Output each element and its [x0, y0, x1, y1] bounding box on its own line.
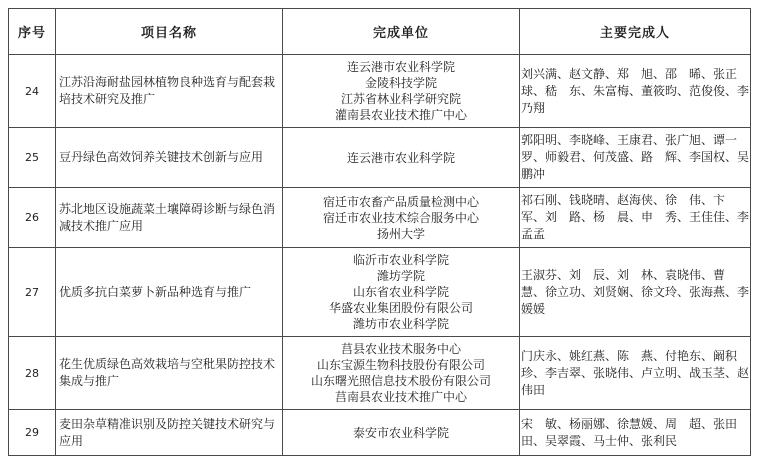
header-main-contributors: 主要完成人: [520, 9, 751, 55]
header-serial-number: 序号: [9, 9, 56, 55]
unit-line: 连云港市农业科学院: [346, 150, 455, 165]
table-row: [9, 248, 751, 337]
unit-line: 灌南县农业技术推广中心: [334, 108, 467, 122]
unit-line: 连云港市农业科学院: [346, 60, 455, 74]
main-contributors: 刘兴满、赵文静、郑 旭、邵 晞、张正球、嵇 东、朱富梅、董筱昀、范俊俊、李乃翔: [520, 55, 751, 128]
project-name: 江苏沿海耐盐园林植物良种选育与配套栽培技术研究及推广: [56, 55, 283, 128]
unit-line: 泰安市农业科学院: [352, 425, 449, 440]
table-row: [9, 55, 751, 128]
row-number: 24: [9, 55, 56, 128]
table-header: [9, 9, 751, 55]
main-contributors: 宋 敏、杨丽娜、徐慧媛、周 超、张田田、吴翠霞、马士仲、张利民: [520, 410, 751, 456]
completing-units: [283, 337, 520, 410]
unit-line: 山东曙光照信息技术股份有限公司: [310, 374, 491, 388]
completing-units: [283, 55, 520, 128]
project-name: 优质多抗白菜萝卜新品种选育与推广: [56, 248, 283, 337]
unit-line: 扬州大学: [376, 226, 425, 241]
main-contributors: 祁石刚、钱晓晴、赵海侠、徐 伟、卞 军、刘 路、杨 晨、申 秀、王佳佳、李孟孟: [520, 188, 751, 248]
unit-line: 潍坊学院: [376, 269, 425, 283]
table-row: [9, 128, 751, 188]
unit-line: 金陵科技学院: [364, 76, 437, 90]
unit-line: 宿迁市农业技术综合服务中心: [322, 210, 479, 225]
header-completing-units: 完成单位: [283, 9, 520, 55]
table-row: [9, 410, 751, 456]
row-number: 26: [9, 188, 56, 248]
main-contributors: 郭阳明、李晓峰、王康君、张广旭、谭一罗、师毅君、何茂盛、路 辉、李国权、吴鹏冲: [520, 128, 751, 188]
project-name: 苏北地区设施蔬菜土壤障碍诊断与绿色消减技术推广应用: [56, 188, 283, 248]
completing-units: [283, 410, 520, 456]
header-row: [9, 9, 751, 55]
table-body: [9, 55, 751, 456]
unit-line: 江苏省林业科学研究院: [340, 92, 461, 106]
completing-units: [283, 128, 520, 188]
table-row: [9, 337, 751, 410]
unit-line: 潍坊市农业科学院: [352, 317, 449, 331]
completing-units: [283, 248, 520, 337]
main-contributors: 门庆永、姚红燕、陈 燕、付艳东、阚积珍、李吉翠、张晓伟、卢立明、战玉茎、赵伟田: [520, 337, 751, 410]
unit-line: 山东省农业科学院: [352, 285, 449, 299]
unit-line: 宿迁市农畜产品质量检测中心: [322, 194, 479, 209]
row-number: 27: [9, 248, 56, 337]
completing-units: [283, 188, 520, 248]
project-name: 麦田杂草精准识别及防控关键技术研究与应用: [56, 410, 283, 456]
unit-line: 临沂市农业科学院: [352, 253, 449, 267]
unit-line: 华盛农业集团股份有限公司: [328, 301, 473, 315]
unit-line: 山东宝源生物科技股份有限公司: [316, 358, 485, 372]
main-contributors: 王淑芬、刘 辰、刘 林、袁晓伟、曹 慧、徐立功、刘贤娴、徐文玲、张海燕、李媛媛: [520, 248, 751, 337]
unit-line: 莒县农业技术服务中心: [340, 342, 461, 356]
unit-line: 莒南县农业技术推广中心: [334, 390, 467, 404]
projects-table: [8, 8, 751, 456]
row-number: 25: [9, 128, 56, 188]
project-name: 豆丹绿色高效饲养关键技术创新与应用: [56, 128, 283, 188]
project-name: 花生优质绿色高效栽培与空秕果防控技术集成与推广: [56, 337, 283, 410]
header-project-name: 项目名称: [56, 9, 283, 55]
row-number: 29: [9, 410, 56, 456]
table-row: [9, 188, 751, 248]
row-number: 28: [9, 337, 56, 410]
